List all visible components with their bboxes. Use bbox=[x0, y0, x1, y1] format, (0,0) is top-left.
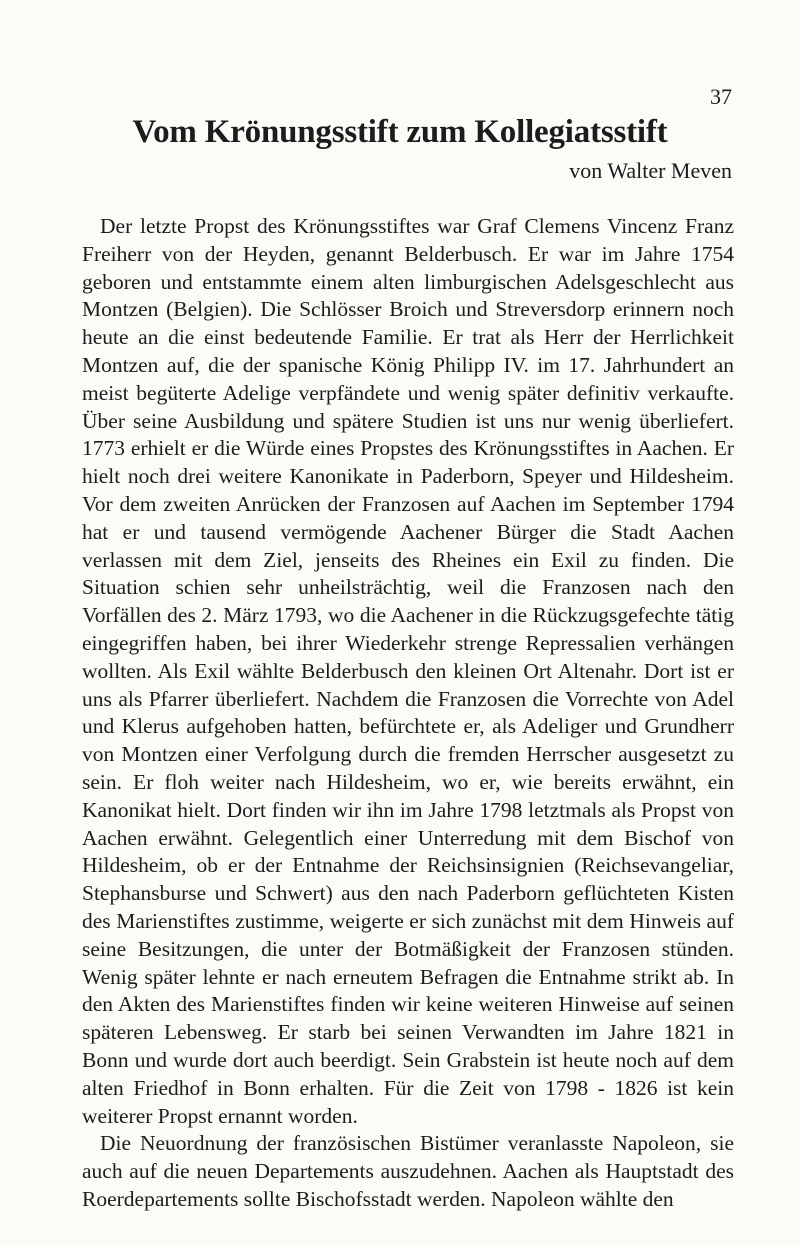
paragraph: Die Neuordnung der französischen Bistümer veranlasste Napoleon, sie auch auf die neuen Departements auszudehnen. Aachen als Hauptstadt des Roerdepartements sollte Bischofsstadt werden. Napoleon wählte den bbox=[82, 1131, 734, 1211]
paragraph: Der letzte Propst des Krönungsstiftes war Graf Clemens Vincenz Franz Freiherr von der Heyden, genannt Belderbusch. Er war im Jahre 1754 geboren und entstammte einem alten limburgischen Adelsgeschlecht aus Montzen (Belgien). Die Schlösser Broich und Streversdorp erinnern noch heute an die einst bedeutende Familie. Er trat als Herr der Herrlichkeit Montzen auf, die der spanische König Philipp IV. im 17. Jahrhundert an meist begüterte Adelige verpfändete und wenig später definitiv verkaufte. Über seine Ausbildung und spätere Studien ist uns nur wenig überliefert. 1773 erhielt er die Würde eines Propstes des Krönungsstiftes in Aachen. Er hielt noch drei weitere Kanonikate in Paderborn, Speyer und Hildesheim. Vor dem zweiten Anrücken der Franzosen auf Aachen im September 1794 hat er und tausend vermögende Aachener Bürger die Stadt Aachen verlassen mit dem Ziel, jenseits des Rheines ein Exil zu finden. Die Situation schien sehr unheilsträchtig, weil die Franzosen nach den Vorfällen des 2. März 1793, wo die Aachener in die Rückzugsgefechte tätig eingegriffen haben, bei ihrer Wiederkehr strenge Repressalien verhängen wollten. Als Exil wählte Belderbusch den kleinen Ort Altenahr. Dort ist er uns als Pfarrer überliefert. Nachdem die Franzosen die Vorrechte von Adel und Klerus aufgehoben hatten, befürchtete er, als Adeliger und Grundherr von Montzen einer Verfolgung durch die fremden Herrscher ausgesetzt zu sein. Er floh weiter nach Hildesheim, wo er, wie bereits erwähnt, ein Kanonikat hielt. Dort finden wir ihn im Jahre 1798 letztmals als Propst von Aachen erwähnt. Gelegentlich einer Unterredung mit dem Bischof von Hildesheim, ob er der Entnahme der Reichsinsignien (Reichsevangeliar, Stephansburse und Schwert) aus den nach Paderborn geflüchteten Kisten des Marienstiftes zustimme, weigerte er sich zunächst mit dem Hinweis auf seine Besitzungen, die unter der Botmäßigkeit der Franzosen stünden. Wenig später lehnte er nach erneutem Befragen die Entnahme strikt ab. In den Akten des Marienstiftes finden wir keine weiteren Hinweise auf seinen späteren Lebensweg. Er starb bei seinen Verwandten im Jahre 1821 in Bonn und wurde dort auch beerdigt. Sein Grabstein ist heute noch auf dem alten Friedhof in Bonn erhalten. Für die Zeit von 1798 - 1826 ist kein weiterer Propst ernannt worden. bbox=[82, 214, 734, 1128]
article-title: Vom Krönungsstift zum Kollegiatsstift bbox=[132, 114, 668, 150]
author-byline: von Walter Meven bbox=[569, 158, 732, 183]
article-body bbox=[82, 213, 734, 1214]
page-number: 37 bbox=[710, 84, 732, 109]
